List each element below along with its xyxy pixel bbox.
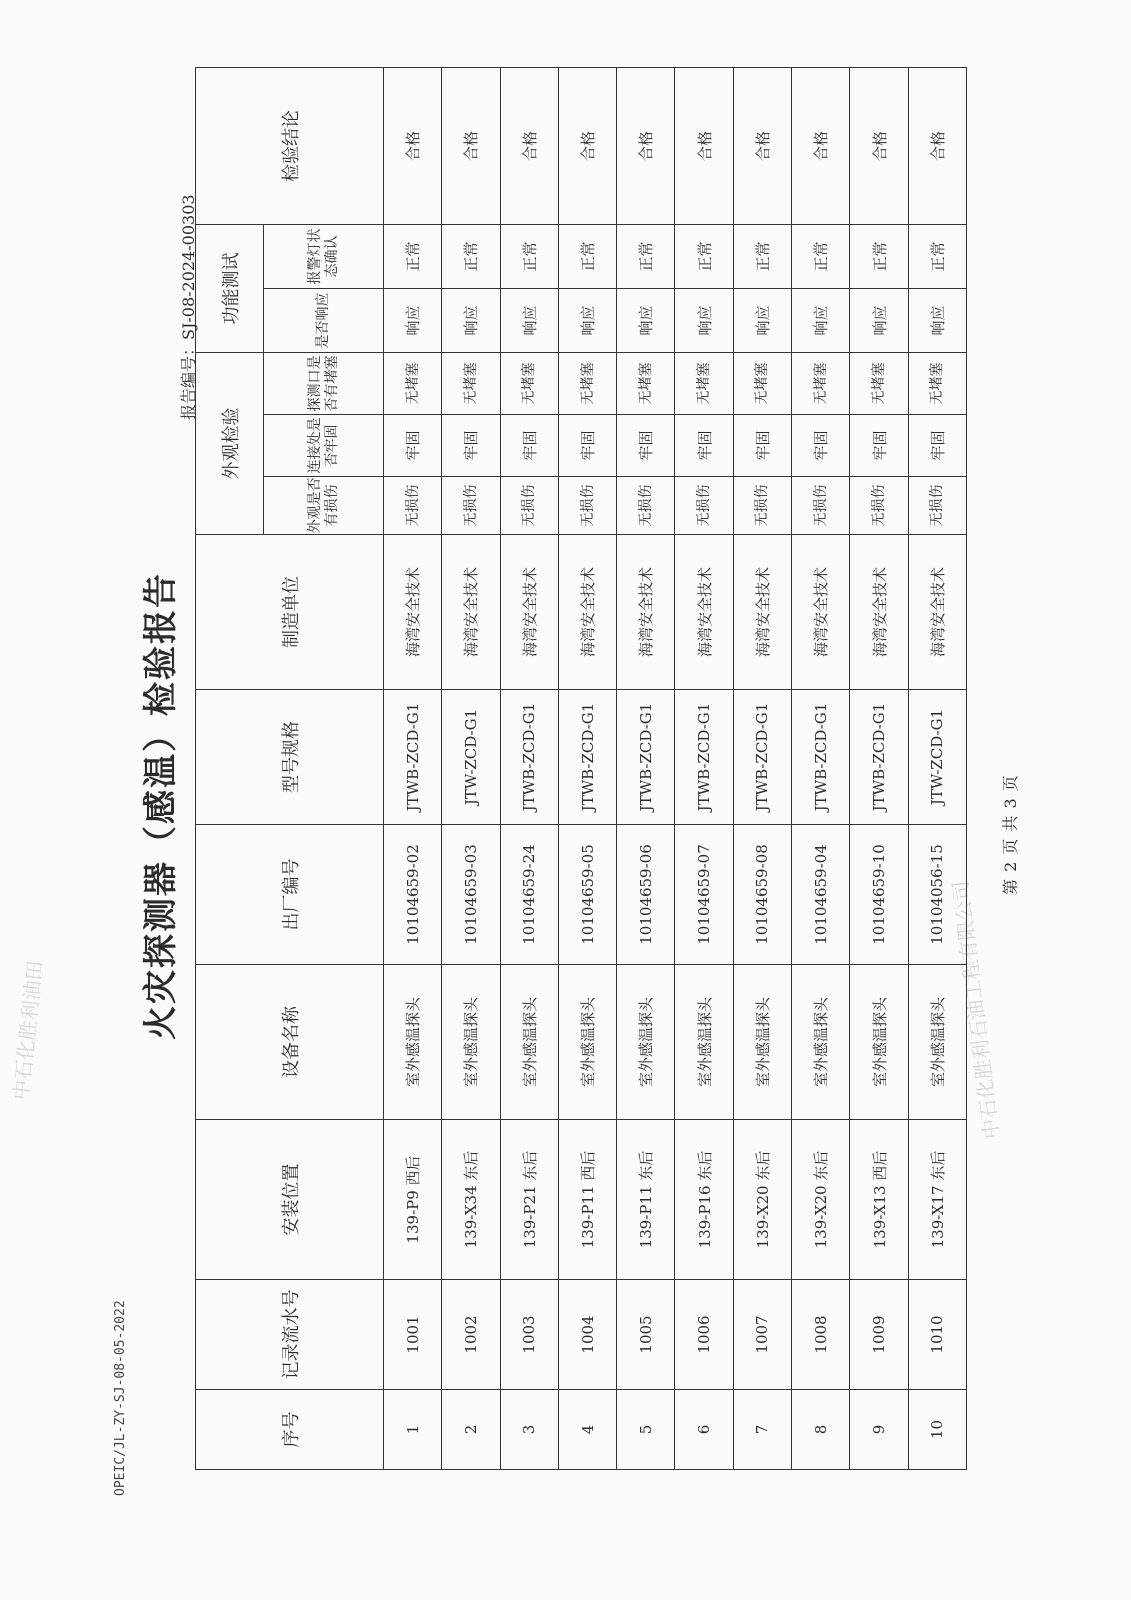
- cell-firm: 牢固: [733, 415, 791, 477]
- cell-maker: 海湾安全技术: [850, 535, 908, 690]
- cell-result: 合格: [442, 67, 500, 224]
- cell-damage: 无损伤: [792, 477, 850, 535]
- cell-response: 响应: [500, 288, 558, 352]
- cell-record: 1001: [384, 1280, 442, 1390]
- col-model: 型号规格: [196, 690, 384, 825]
- inspection-table: [195, 67, 967, 1470]
- cell-result: 合格: [792, 67, 850, 224]
- cell-serial: 10104659-03: [442, 825, 500, 965]
- cell-damage: 无损伤: [675, 477, 733, 535]
- cell-result: 合格: [733, 67, 791, 224]
- cell-seq: 4: [558, 1390, 616, 1470]
- cell-response: 响应: [733, 288, 791, 352]
- cell-model: JTW-ZCD-G1: [442, 690, 500, 825]
- cell-result: 合格: [384, 67, 442, 224]
- cell-serial: 10104659-02: [384, 825, 442, 965]
- col-serial-no: 出厂编号: [196, 825, 384, 965]
- col-record-no: 记录流水号: [196, 1280, 384, 1390]
- cell-blocked: 无堵塞: [675, 352, 733, 414]
- cell-response: 响应: [442, 288, 500, 352]
- cell-serial: 10104659-04: [792, 825, 850, 965]
- cell-location: 139-X17 东后: [908, 1120, 966, 1280]
- cell-lamp: 正常: [500, 224, 558, 288]
- table-row: [442, 67, 500, 1469]
- cell-result: 合格: [500, 67, 558, 224]
- cell-model: JTWB-ZCD-G1: [792, 690, 850, 825]
- cell-result: 合格: [558, 67, 616, 224]
- cell-serial: 10104659-07: [675, 825, 733, 965]
- cell-location: 139-P9 西后: [384, 1120, 442, 1280]
- table-row: [500, 67, 558, 1469]
- cell-maker: 海湾安全技术: [442, 535, 500, 690]
- cell-firm: 牢固: [442, 415, 500, 477]
- cell-maker: 海湾安全技术: [733, 535, 791, 690]
- cell-record: 1010: [908, 1280, 966, 1390]
- cell-device-name: 室外感温探头: [908, 965, 966, 1120]
- cell-response: 响应: [792, 288, 850, 352]
- cell-maker: 海湾安全技术: [384, 535, 442, 690]
- cell-maker: 海湾安全技术: [675, 535, 733, 690]
- cell-damage: 无损伤: [500, 477, 558, 535]
- cell-device-name: 室外感温探头: [442, 965, 500, 1120]
- cell-serial: 10104659-06: [617, 825, 675, 965]
- table-row: [617, 67, 675, 1469]
- cell-device-name: 室外感温探头: [384, 965, 442, 1120]
- cell-maker: 海湾安全技术: [908, 535, 966, 690]
- cell-serial: 10104056-15: [908, 825, 966, 965]
- col-manufacturer: 制造单位: [196, 535, 384, 690]
- cell-location: 139-P11 东后: [617, 1120, 675, 1280]
- cell-blocked: 无堵塞: [850, 352, 908, 414]
- cell-response: 响应: [850, 288, 908, 352]
- cell-lamp: 正常: [850, 224, 908, 288]
- cell-model: JTWB-ZCD-G1: [500, 690, 558, 825]
- cell-seq: 3: [500, 1390, 558, 1470]
- cell-device-name: 室外感温探头: [675, 965, 733, 1120]
- table-row: [675, 67, 733, 1469]
- cell-firm: 牢固: [384, 415, 442, 477]
- cell-result: 合格: [850, 67, 908, 224]
- cell-blocked: 无堵塞: [733, 352, 791, 414]
- col-group-function: 功能测试: [196, 224, 264, 352]
- form-code: OPEIC/JL-ZY-SJ-08-05-2022: [113, 1300, 128, 1496]
- cell-record: 1002: [442, 1280, 500, 1390]
- cell-seq: 2: [442, 1390, 500, 1470]
- col-connection-firm: 连接处是否牢固: [264, 415, 384, 477]
- cell-record: 1007: [733, 1280, 791, 1390]
- cell-location: 139-X34 东后: [442, 1120, 500, 1280]
- cell-location: 139-P21 东后: [500, 1120, 558, 1280]
- col-seq: 序号: [196, 1390, 384, 1470]
- cell-record: 1008: [792, 1280, 850, 1390]
- cell-seq: 7: [733, 1390, 791, 1470]
- cell-device-name: 室外感温探头: [617, 965, 675, 1120]
- cell-model: JTWB-ZCD-G1: [617, 690, 675, 825]
- col-device-name: 设备名称: [196, 965, 384, 1120]
- table-row: [908, 67, 966, 1469]
- cell-record: 1006: [675, 1280, 733, 1390]
- table-row: [384, 67, 442, 1469]
- cell-seq: 8: [792, 1390, 850, 1470]
- watermark-stamp: 中石化胜利油田: [8, 959, 48, 1102]
- cell-blocked: 无堵塞: [558, 352, 616, 414]
- cell-model: JTWB-ZCD-G1: [850, 690, 908, 825]
- cell-response: 响应: [558, 288, 616, 352]
- cell-damage: 无损伤: [733, 477, 791, 535]
- cell-damage: 无损伤: [384, 477, 442, 535]
- col-conclusion: 检验结论: [196, 67, 384, 224]
- cell-response: 响应: [908, 288, 966, 352]
- cell-device-name: 室外感温探头: [500, 965, 558, 1120]
- cell-damage: 无损伤: [850, 477, 908, 535]
- table-row: [792, 67, 850, 1469]
- cell-blocked: 无堵塞: [908, 352, 966, 414]
- page-number: 第 2 页 共 3 页: [1001, 774, 1020, 895]
- cell-blocked: 无堵塞: [442, 352, 500, 414]
- cell-serial: 10104659-24: [500, 825, 558, 965]
- cell-damage: 无损伤: [558, 477, 616, 535]
- cell-blocked: 无堵塞: [617, 352, 675, 414]
- cell-model: JTWB-ZCD-G1: [675, 690, 733, 825]
- cell-lamp: 正常: [558, 224, 616, 288]
- cell-lamp: 正常: [384, 224, 442, 288]
- cell-result: 合格: [908, 67, 966, 224]
- cell-maker: 海湾安全技术: [792, 535, 850, 690]
- cell-device-name: 室外感温探头: [558, 965, 616, 1120]
- watermark-stamp: 中石化胜利石油工程有限公司: [948, 879, 1004, 1141]
- cell-model: JTWB-ZCD-G1: [384, 690, 442, 825]
- cell-firm: 牢固: [908, 415, 966, 477]
- cell-result: 合格: [675, 67, 733, 224]
- table-row: [850, 67, 908, 1469]
- cell-serial: 10104659-05: [558, 825, 616, 965]
- cell-lamp: 正常: [442, 224, 500, 288]
- col-probe-blocked: 探测口是否有堵塞: [264, 352, 384, 414]
- cell-record: 1009: [850, 1280, 908, 1390]
- cell-response: 响应: [675, 288, 733, 352]
- col-appearance-damage: 外观是否有损伤: [264, 477, 384, 535]
- cell-seq: 5: [617, 1390, 675, 1470]
- cell-record: 1004: [558, 1280, 616, 1390]
- cell-record: 1005: [617, 1280, 675, 1390]
- cell-firm: 牢固: [850, 415, 908, 477]
- cell-seq: 10: [908, 1390, 966, 1470]
- cell-seq: 1: [384, 1390, 442, 1470]
- cell-response: 响应: [617, 288, 675, 352]
- cell-lamp: 正常: [733, 224, 791, 288]
- cell-location: 139-P16 东后: [675, 1120, 733, 1280]
- document-title: 火灾探测器（感温）检验报告: [141, 572, 181, 1040]
- cell-result: 合格: [617, 67, 675, 224]
- cell-firm: 牢固: [558, 415, 616, 477]
- cell-model: JTWB-ZCD-G1: [558, 690, 616, 825]
- cell-damage: 无损伤: [908, 477, 966, 535]
- col-response: 是否响应: [264, 288, 384, 352]
- col-group-appearance: 外观检验: [196, 352, 264, 534]
- cell-maker: 海湾安全技术: [500, 535, 558, 690]
- cell-firm: 牢固: [617, 415, 675, 477]
- cell-device-name: 室外感温探头: [792, 965, 850, 1120]
- table-row: [733, 67, 791, 1469]
- cell-blocked: 无堵塞: [792, 352, 850, 414]
- cell-location: 139-X20 东后: [733, 1120, 791, 1280]
- cell-blocked: 无堵塞: [500, 352, 558, 414]
- cell-lamp: 正常: [617, 224, 675, 288]
- col-location: 安装位置: [196, 1120, 384, 1280]
- report-number: 报告编号：SJ-08-2024-00303: [179, 194, 198, 420]
- cell-location: 139-X20 东后: [792, 1120, 850, 1280]
- col-alarm-lamp: 报警灯状态确认: [264, 224, 384, 288]
- cell-device-name: 室外感温探头: [733, 965, 791, 1120]
- cell-device-name: 室外感温探头: [850, 965, 908, 1120]
- cell-firm: 牢固: [675, 415, 733, 477]
- cell-model: JTWB-ZCD-G1: [733, 690, 791, 825]
- cell-lamp: 正常: [908, 224, 966, 288]
- cell-blocked: 无堵塞: [384, 352, 442, 414]
- table-row: [558, 67, 616, 1469]
- cell-serial: 10104659-10: [850, 825, 908, 965]
- cell-record: 1003: [500, 1280, 558, 1390]
- cell-location: 139-P11 西后: [558, 1120, 616, 1280]
- cell-location: 139-X13 西后: [850, 1120, 908, 1280]
- cell-seq: 9: [850, 1390, 908, 1470]
- table-body: [384, 67, 967, 1469]
- cell-firm: 牢固: [500, 415, 558, 477]
- cell-maker: 海湾安全技术: [617, 535, 675, 690]
- cell-serial: 10104659-08: [733, 825, 791, 965]
- cell-maker: 海湾安全技术: [558, 535, 616, 690]
- cell-firm: 牢固: [792, 415, 850, 477]
- cell-lamp: 正常: [675, 224, 733, 288]
- cell-model: JTW-ZCD-G1: [908, 690, 966, 825]
- cell-seq: 6: [675, 1390, 733, 1470]
- cell-damage: 无损伤: [442, 477, 500, 535]
- cell-response: 响应: [384, 288, 442, 352]
- cell-damage: 无损伤: [617, 477, 675, 535]
- cell-lamp: 正常: [792, 224, 850, 288]
